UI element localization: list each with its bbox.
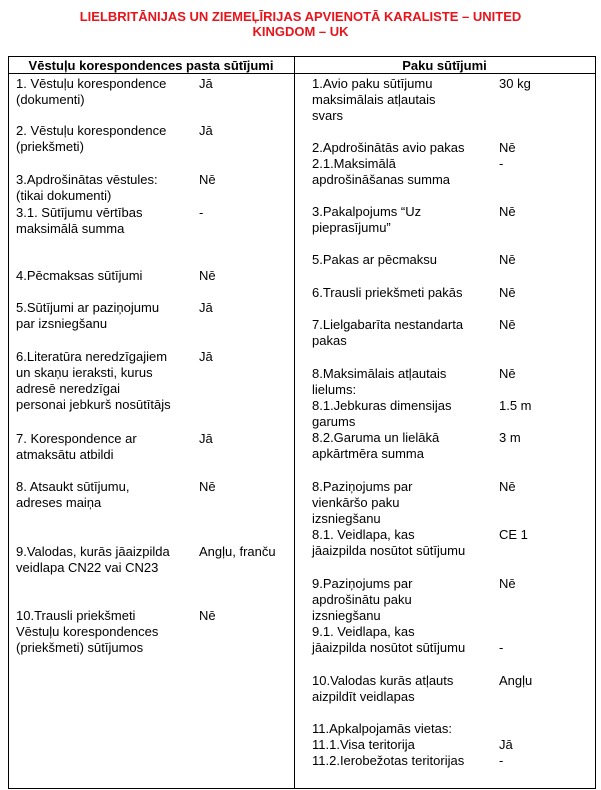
right-question-line: 8.1. Veidlapa, kas [312,527,415,542]
left-question-line: (priekšmeti) [16,139,84,154]
right-question-line: 9.1. Veidlapa, kas [312,624,415,639]
right-question-line: 1.Avio paku sūtījumu [312,76,433,91]
right-answer: Nē [499,204,516,219]
left-answer: Jā [199,300,213,315]
left-question-line: 7. Korespondence ar [16,431,137,446]
column-divider [294,56,295,789]
right-question-line: pakas [312,333,347,348]
left-question-line: 4.Pēcmaksas sūtījumi [16,268,143,283]
right-answer: CE 1 [499,527,528,542]
right-question-line: 2.1.Maksimālā [312,156,396,171]
left-answer: Jā [199,349,213,364]
right-question-line: 5.Pakas ar pēcmaksu [312,252,438,267]
left-answer: Nē [199,268,216,283]
right-question-line: 9.Paziņojums par [312,576,413,591]
right-answer: Angļu [499,673,533,688]
table-right-border [595,56,596,789]
right-question-line: maksimālais atļautais [312,92,436,107]
right-answer: Nē [499,576,516,591]
left-question-line: maksimālā summa [16,221,125,236]
left-question-line: 1. Vēstuļu korespondence [16,76,167,91]
right-question-line: 8.Paziņojums par [312,479,413,494]
left-question-line: veidlapa CN22 vai CN23 [16,560,159,575]
table-top-border [8,56,596,57]
table-bottom-border [8,788,596,789]
left-answer: Jā [199,431,213,446]
right-question-line: lielums: [312,382,357,397]
right-question-line: pieprasījumu” [312,220,391,235]
right-question-line: apdrošināšanas summa [312,172,451,187]
right-question-line: apkārtmēra summa [312,446,424,461]
right-answer: 30 kg [499,76,531,91]
right-question-line: 11.2.Ierobežotas teritorijas [312,753,465,768]
header-left: Vēstuļu korespondences pasta sūtījumi [28,58,274,73]
right-question-line: 11.Apkalpojamās vietas: [312,721,452,736]
left-question-line: 2. Vēstuļu korespondence [16,123,167,138]
left-question-line: adreses maiņa [16,495,102,510]
left-answer: Jā [199,123,213,138]
left-question-line: atmaksātu atbildi [16,447,114,462]
right-answer: 3 m [499,430,521,445]
right-question-line: 8.2.Garuma un lielākā [312,430,440,445]
left-question-line: (dokumenti) [16,92,85,107]
left-question-line: 8. Atsaukt sūtījumu, [16,479,130,494]
right-question-line: 8.Maksimālais atļautais [312,366,447,381]
left-question-line: adresē neredzīgai [16,381,121,396]
left-question-line: par izsniegšanu [16,316,108,331]
left-question-line: un skaņu ieraksti, kurus [16,365,153,380]
title-line-1: LIELBRITĀNIJAS UN ZIEMEĻĪRIJAS APVIENOTĀ KARALISTE – UNITED [79,9,522,24]
right-question-line: 2.Apdrošinātās avio pakas [312,140,465,155]
right-question-line: 10.Valodas kurās atļauts [312,673,454,688]
left-question-line: 6.Literatūra neredzīgajiem [16,349,168,364]
left-answer: Nē [199,172,216,187]
left-question-line: 5.Sūtījumi ar paziņojumu [16,300,160,315]
left-question-line: 3.1. Sūtījumu vērtības [16,205,143,220]
right-answer: - [499,753,504,768]
right-question-line: jāaizpilda nosūtot sūtījumu [312,640,466,655]
right-answer: Nē [499,252,516,267]
right-question-line: 6.Trausli priekšmeti pakās [312,285,463,300]
header-right: Paku sūtījumi [402,58,487,73]
left-question-line: (priekšmeti) sūtījumos [16,640,144,655]
right-question-line: vienkāršo paku [312,495,400,510]
left-answer: - [199,205,204,220]
left-question-line: 10.Trausli priekšmeti [16,608,136,623]
right-answer: Nē [499,479,516,494]
title-line-2: KINGDOM – UK [252,24,349,39]
left-question-line: personai jebkurš nosūtītājs [16,397,171,412]
right-answer: Nē [499,140,516,155]
left-answer: Nē [199,479,216,494]
right-answer: - [499,640,504,655]
left-answer: Angļu, franču [199,544,276,559]
right-answer: Nē [499,317,516,332]
right-answer: - [499,156,504,171]
right-question-line: izsniegšanu [312,511,381,526]
right-answer: 1.5 m [499,398,532,413]
right-question-line: 3.Pakalpojums “Uz [312,204,422,219]
right-question-line: apdrošinātu paku [312,592,412,607]
header-divider [8,73,596,74]
right-question-line: 7.Lielgabarīta nestandarta [312,317,464,332]
left-question-line: 9.Valodas, kurās jāaizpilda [16,544,170,559]
right-question-line: svars [312,108,344,123]
left-question-line: Vēstuļu korespondences [16,624,159,639]
left-answer: Nē [199,608,216,623]
right-question-line: aizpildīt veidlapas [312,689,415,704]
right-question-line: garums [312,414,356,429]
right-question-line: izsniegšanu [312,608,381,623]
right-answer: Nē [499,285,516,300]
left-question-line: 3.Apdrošinātas vēstules: [16,172,158,187]
right-question-line: jāaizpilda nosūtot sūtījumu [312,543,466,558]
right-question-line: 8.1.Jebkuras dimensijas [312,398,452,413]
right-answer: Nē [499,366,516,381]
page-title [0,9,601,39]
left-question-line: (tikai dokumenti) [16,188,112,203]
right-answer: Jā [499,737,513,752]
left-answer: Jā [199,76,213,91]
right-question-line: 11.1.Visa teritorija [312,737,415,752]
table-left-border [8,56,9,789]
